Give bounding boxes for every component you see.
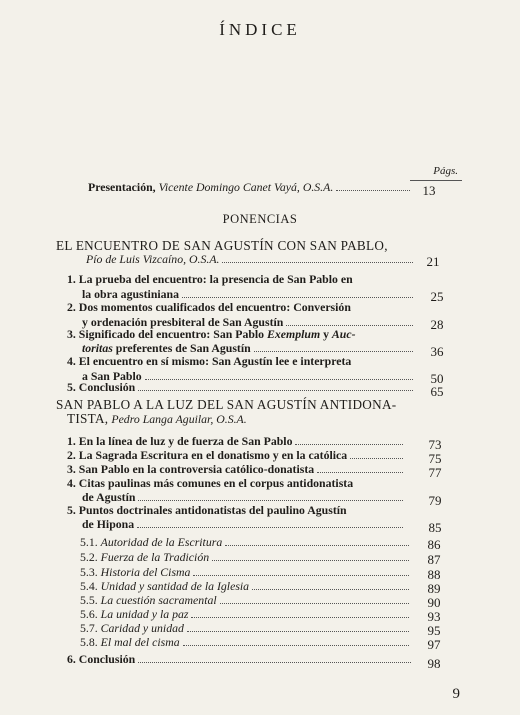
dot-leader	[252, 589, 409, 590]
dot-leader	[286, 325, 413, 326]
page-ref: 97	[427, 637, 441, 652]
subitem-number: 5.8.	[80, 635, 98, 649]
dot-leader	[350, 458, 403, 459]
subitem-title: Unidad y santidad de la Iglesia	[100, 579, 250, 593]
subitem-number: 5.6.	[80, 607, 98, 621]
toc-subitem[interactable]	[80, 579, 413, 594]
toc-item-line2: de Hipona	[82, 517, 135, 531]
page-ref: 85	[428, 520, 442, 535]
toc-item-text: 3. San Pablo en la controversia católico-donatista	[67, 462, 315, 476]
toc-item-line[interactable]	[67, 327, 356, 342]
toc-subitem[interactable]	[80, 621, 413, 636]
toc-subitem[interactable]	[80, 550, 413, 565]
subitem-title: Historia del Cisma	[100, 565, 191, 579]
subitem-number: 5.7.	[80, 621, 98, 635]
dot-leader	[317, 472, 403, 473]
dot-leader	[254, 351, 413, 352]
presentacion-author: Vicente Domingo Canet Vayá, O.S.A.	[158, 180, 334, 194]
toc-item-text: 6. Conclusión	[67, 652, 136, 666]
subitem-number: 5.1.	[80, 535, 98, 549]
toc-item-text: 2. La Sagrada Escritura en el donatismo y en la católica	[67, 448, 348, 462]
section-title-line2: TISTA,	[67, 411, 109, 426]
toc-item-line[interactable]: 4. El encuentro en sí mismo: San Agustín lee e interpreta	[67, 354, 352, 368]
page-ref: 13	[422, 183, 436, 198]
presentacion-label: Presentación,	[88, 180, 156, 194]
page-number: 9	[452, 686, 460, 702]
toc-item-line2: la obra agustiniana	[82, 287, 180, 301]
subitem-title: La unidad y la paz	[100, 607, 189, 621]
toc-item-line[interactable]: 2. Dos momentos cualificados del encuentro: Conversión	[67, 300, 351, 314]
dot-leader	[138, 500, 403, 501]
text-span-italic: toritas	[82, 341, 113, 355]
page-ref: 65	[430, 384, 444, 399]
page-ref: 98	[427, 656, 441, 671]
subitem-number: 5.5.	[80, 593, 98, 607]
dot-leader	[183, 645, 409, 646]
dot-leader	[187, 631, 409, 632]
page-ref: 88	[427, 567, 441, 582]
toc-item[interactable]	[67, 380, 417, 395]
dot-leader	[212, 560, 409, 561]
page-ref: 75	[428, 451, 442, 466]
dot-leader	[138, 662, 411, 663]
toc-item[interactable]	[67, 652, 415, 667]
text-span: 3. Significado del encuentro: San Pablo	[67, 327, 268, 341]
page-ref: 93	[427, 609, 441, 624]
toc-item[interactable]	[67, 434, 407, 449]
toc-entry-presentacion[interactable]	[88, 180, 414, 195]
toc-item[interactable]	[67, 462, 407, 477]
text-span-italic: Auc-	[331, 327, 356, 341]
toc-item-line[interactable]: 1. La prueba del encuentro: la presencia de San Pablo en	[67, 272, 353, 286]
section-title-continuation	[67, 411, 247, 427]
subitem-title: Caridad y unidad	[100, 621, 184, 635]
subitem-title: Fuerza de la Tradición	[100, 550, 210, 564]
page-ref: 25	[430, 289, 444, 304]
pages-column-label: Págs.	[433, 165, 458, 177]
page-ref: 50	[430, 371, 444, 386]
toc-subitem[interactable]	[80, 593, 413, 608]
dot-leader	[137, 527, 403, 528]
text-span: preferentes de San Agustín	[112, 341, 251, 355]
subitem-title: El mal del cisma	[100, 635, 180, 649]
dot-leader	[182, 297, 413, 298]
toc-item-line2: y ordenación presbiteral de San Agustín	[82, 315, 284, 329]
toc-subitem[interactable]	[80, 607, 413, 622]
dot-leader	[222, 262, 413, 263]
toc-item-continuation[interactable]	[82, 517, 407, 532]
subitem-number: 5.4.	[80, 579, 98, 593]
toc-item-line[interactable]: 5. Puntos doctrinales antidonatistas del paulino Agustín	[67, 503, 347, 517]
dot-leader	[220, 603, 409, 604]
page-ref: 21	[426, 254, 440, 269]
page-ref: 36	[430, 344, 444, 359]
page-ref: 28	[430, 317, 444, 332]
toc-item-text: 5. Conclusión	[67, 380, 136, 394]
pages-column-rule	[410, 180, 462, 181]
dot-leader	[138, 390, 413, 391]
text-span-italic: Exemplum	[267, 327, 321, 341]
toc-item-text: 1. En la línea de luz y de fuerza de San Pablo	[67, 434, 293, 448]
dot-leader	[336, 190, 410, 191]
toc-item-line2: de Agustín	[82, 490, 136, 504]
index-title: ÍNDICE	[219, 20, 301, 39]
text-span: y	[320, 327, 332, 341]
subitem-title: La cuestión sacramental	[100, 593, 217, 607]
subitem-number: 5.3.	[80, 565, 98, 579]
toc-item[interactable]	[67, 448, 407, 463]
section-title[interactable]: EL ENCUENTRO DE SAN AGUSTÍN CON SAN PABLO,	[56, 238, 388, 253]
toc-subitem[interactable]	[80, 635, 413, 650]
dot-leader	[191, 617, 409, 618]
page-ref: 77	[428, 465, 442, 480]
subitem-title: Autoridad de la Escritura	[100, 535, 223, 549]
page-ref: 87	[427, 552, 441, 567]
section-title[interactable]: SAN PABLO A LA LUZ DEL SAN AGUSTÍN ANTIDONA-	[56, 397, 397, 412]
dot-leader	[225, 545, 409, 546]
toc-subitem[interactable]	[80, 565, 413, 580]
section-author: Pedro Langa Aguilar, O.S.A.	[111, 412, 247, 426]
dot-leader	[193, 575, 409, 576]
page-ref: 79	[428, 493, 442, 508]
page-ref: 90	[427, 595, 441, 610]
subitem-number: 5.2.	[80, 550, 98, 564]
toc-item-line2: a San Pablo	[82, 369, 142, 383]
toc-subitem[interactable]	[80, 535, 413, 550]
page-ref: 89	[427, 581, 441, 596]
page-ref: 86	[427, 537, 441, 552]
page-ref: 73	[428, 437, 442, 452]
dot-leader	[295, 444, 403, 445]
toc-item-line[interactable]: 4. Citas paulinas más comunes en el corpus antidonatista	[67, 476, 354, 490]
section-author: Pío de Luis Vizcaíno, O.S.A.	[86, 252, 220, 266]
page-ref: 95	[427, 623, 441, 638]
ponencias-heading: PONENCIAS	[222, 212, 298, 226]
toc-entry-section1-author	[86, 252, 417, 267]
